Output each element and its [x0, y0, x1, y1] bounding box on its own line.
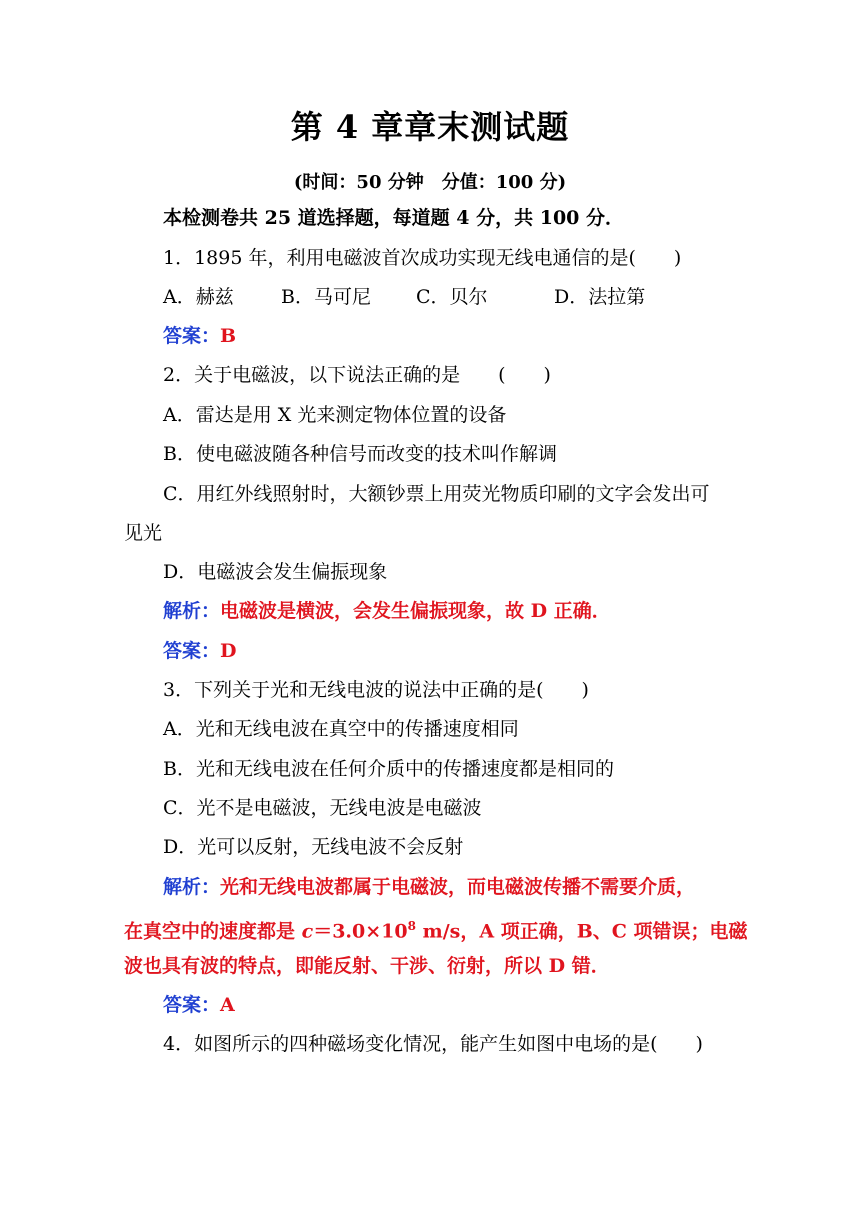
intro-text: 本检测卷共 25 道选择题，每道题 4 分，共 100 分． — [163, 207, 625, 229]
analysis-text: 电磁波是横波，会发生偏振现象，故 D 正确． — [220, 600, 611, 622]
q3-analysis-line3: 波也具有波的特点，即能反射、干涉、衍射，所以 D 错． — [124, 955, 610, 977]
q2-option-c-line2: 见光 — [124, 522, 163, 544]
answer-value: D — [220, 640, 237, 662]
analysis-text: ＝3.0×10 — [313, 920, 408, 943]
answer-label: 答案： — [163, 994, 221, 1016]
analysis-label: 解析： — [163, 876, 221, 898]
q2-option-d: D．电磁波会发生偏振现象 — [163, 561, 388, 583]
q3-option-b: B．光和无线电波在任何介质中的传播速度都是相同的 — [163, 758, 614, 780]
q3-analysis-line1 — [163, 873, 695, 901]
q1-answer — [163, 322, 236, 350]
q2-stem: 2．关于电磁波，以下说法正确的是 ( ) — [163, 364, 551, 386]
exponent: 8 — [407, 919, 416, 933]
q1-option-b: B．马可尼 — [281, 286, 371, 308]
q2-answer — [163, 637, 237, 665]
q2-option-a: A．雷达是用 X 光来测定物体位置的设备 — [163, 404, 507, 426]
q2-option-b: B．使电磁波随各种信号而改变的技术叫作解调 — [163, 443, 557, 465]
page-title: 第 4 章章末测试题 — [290, 108, 570, 146]
analysis-text: m/s，A 项正确，B、C 项错误；电磁 — [415, 920, 748, 943]
q2-option-c-line1: C．用红外线照射时，大额钞票上用荧光物质印刷的文字会发出可 — [163, 483, 710, 505]
q1-option-d: D．法拉第 — [554, 286, 646, 308]
q3-answer — [163, 991, 235, 1019]
speed-symbol: c — [301, 920, 314, 943]
q3-analysis-line2 — [124, 912, 748, 945]
q1-options — [163, 283, 645, 311]
analysis-text: 在真空中的速度都是 — [124, 920, 302, 943]
q3-option-a: A．光和无线电波在真空中的传播速度相同 — [163, 718, 519, 740]
q3-option-d: D．光可以反射，无线电波不会反射 — [163, 836, 464, 858]
answer-label: 答案： — [163, 325, 221, 347]
answer-label: 答案： — [163, 640, 221, 662]
q1-option-c: C．贝尔 — [416, 286, 488, 308]
q1-option-a: A．赫兹 — [163, 286, 234, 308]
q3-stem: 3．下列关于光和无线电波的说法中正确的是( ) — [163, 679, 589, 701]
q1-stem: 1．1895 年，利用电磁波首次成功实现无线电通信的是( ) — [163, 247, 682, 269]
analysis-text: 光和无线电波都属于电磁波，而电磁波传播不需要介质， — [220, 876, 696, 898]
answer-value: A — [220, 994, 235, 1016]
analysis-label: 解析： — [163, 600, 221, 622]
q3-option-c: C．光不是电磁波，无线电波是电磁波 — [163, 797, 482, 819]
page-subtitle: (时间：50 分钟 分值：100 分) — [293, 172, 567, 193]
q2-analysis — [163, 597, 611, 625]
answer-value: B — [220, 325, 237, 347]
q4-stem: 4．如图所示的四种磁场变化情况，能产生如图中电场的是( ) — [163, 1033, 703, 1055]
